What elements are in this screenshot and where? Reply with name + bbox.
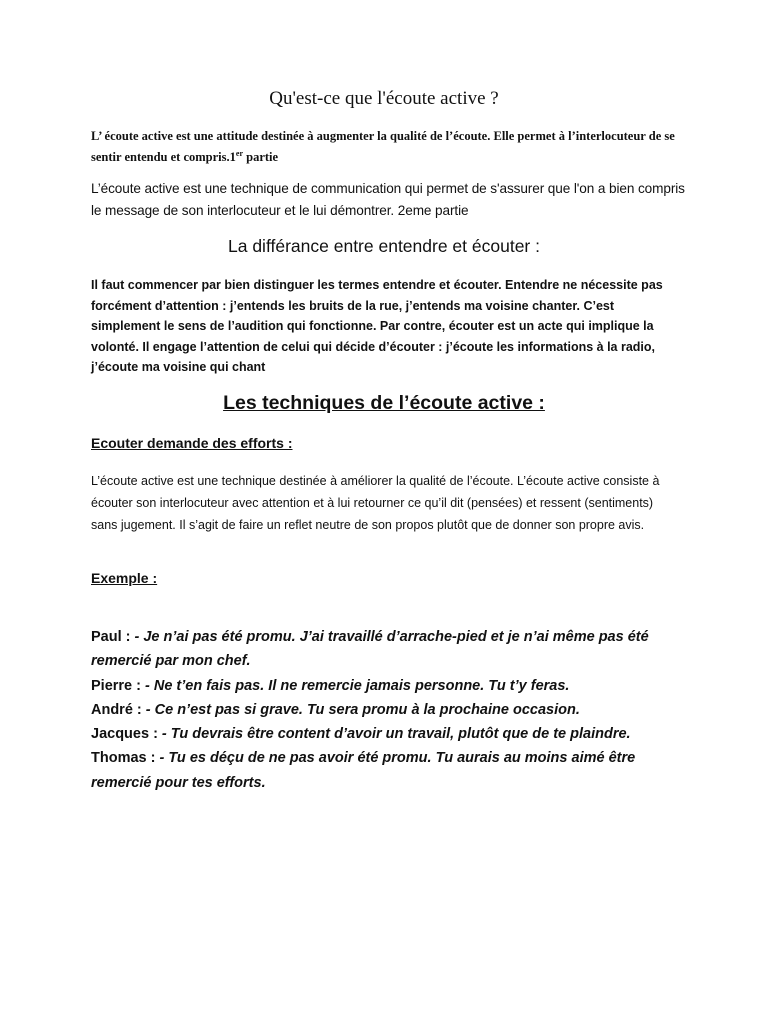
dialogue-speaker: Jacques : (91, 726, 162, 743)
paragraph-technique: L’écoute active est une technique destinée à améliorer la qualité de l’écoute. L’écoute active consiste à écouter son interlocuteur avec attention et à lui retourner ce qu’il dit (pensées) et ressent (sentiments) sans jugement. Il s’agit de faire un reflet neutre de son propos plutôt que de donner son propre avis. (91, 474, 660, 532)
dialogue-quote: - Tu es déçu de ne pas avoir été promu. Tu aurais au moins aimé être remercié pour tes efforts. (91, 750, 636, 791)
intro-part-1-text: L’ écoute active est une attitude destinée à augmenter la qualité de l’écoute. Elle permet à l’interlocuteur de se sentir entendu et compris.1 (91, 129, 675, 164)
example-dialogue (91, 625, 691, 795)
subheading-example: Exemple : (91, 570, 158, 586)
heading-techniques-text: Les techniques de l’écoute active : (223, 392, 545, 414)
page-title: Qu'est-ce que l'écoute active ? (269, 88, 499, 109)
dialogue-speaker: Thomas : (91, 750, 160, 767)
heading-techniques (0, 392, 768, 415)
paragraph-difference: Il faut commencer par bien distinguer les termes entendre et écouter. Entendre ne nécessite pas forcément d’attention : j’entends les bruits de la rue, j’entends ma voisine chanter. C’est simplement le sens de l’audition qui fonctionne. Par contre, écouter est un acte qui implique la volonté. Il engage l’attention de celui qui décide d’écouter : j’écoute les informations à la radio, j’écoute ma voisine qui chant (91, 278, 663, 374)
dialogue-line (91, 625, 691, 674)
dialogue-quote: - Ce n’est pas si grave. Tu sera promu à la prochaine occasion. (145, 701, 580, 718)
dialogue-line (91, 722, 691, 746)
dialogue-speaker: André : (91, 701, 146, 718)
intro-part-1-superscript: er (235, 149, 244, 158)
dialogue-quote: - Ne t’en fais pas. Il ne remercie jamais personne. Tu t’y feras. (145, 677, 570, 694)
dialogue-line (91, 746, 691, 795)
intro-part-1-suffix: partie (243, 150, 279, 164)
subheading-effort: Ecouter demande des efforts : (91, 435, 293, 451)
intro-paragraph-part-2: L’écoute active est une technique de communication qui permet de s'assurer que l'on a bien compris le message de son interlocuteur et le lui démontrer. 2eme partie (91, 181, 685, 218)
intro-paragraph-part-1 (91, 127, 681, 166)
heading-difference: La différance entre entendre et écouter : (228, 236, 540, 256)
dialogue-speaker: Pierre : (91, 677, 145, 694)
dialogue-quote: - Tu devrais être content d’avoir un travail, plutôt que de te plaindre. (161, 726, 631, 743)
dialogue-line (91, 674, 691, 698)
dialogue-line (91, 698, 691, 722)
dialogue-speaker: Paul : (91, 629, 135, 645)
dialogue-quote: - Je n’ai pas été promu. J’ai travaillé d’arrache-pied et je n’ai même pas été remercié par mon chef. (91, 629, 649, 670)
